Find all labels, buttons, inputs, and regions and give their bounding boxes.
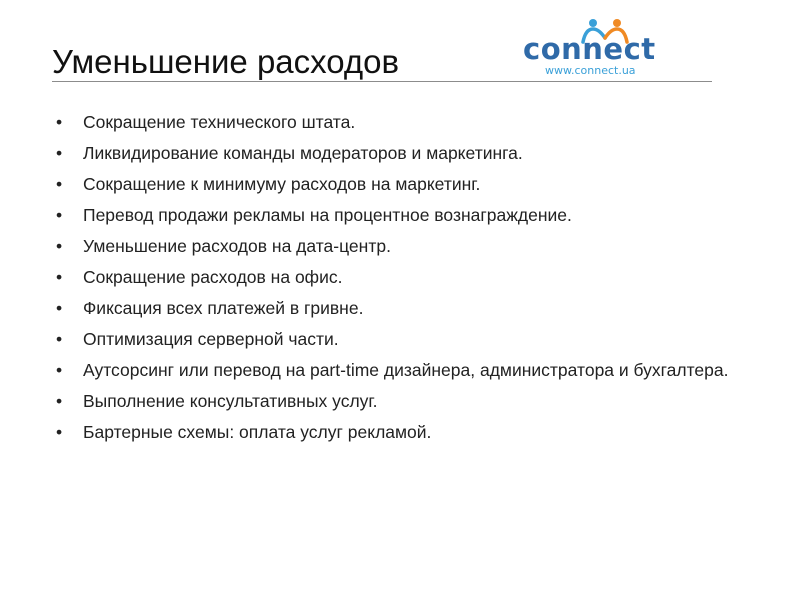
bullet-text: Ликвидирование команды модераторов и маркетинга.: [83, 143, 523, 163]
bullet-text: Выполнение консультативных услуг.: [83, 391, 378, 411]
bullet-text: Фиксация всех платежей в гривне.: [83, 298, 364, 318]
bullet-text: Аутсорсинг или перевод на part-time дизайнера, администратора и бухгалтера.: [83, 360, 729, 380]
bullet-item: [56, 391, 756, 412]
bullet-item: [56, 143, 756, 164]
slide-title: Уменьшение расходов: [52, 43, 400, 80]
bullet-list: [56, 112, 756, 453]
bullet-text: Перевод продажи рекламы на процентное вознаграждение.: [83, 205, 572, 225]
bullet-dot: •: [56, 143, 63, 163]
bullet-dot: •: [56, 360, 63, 380]
bullet-dot: •: [56, 329, 63, 349]
bullet-dot: •: [56, 205, 63, 225]
bullet-dot: •: [56, 391, 63, 411]
bullet-text: Сокращение к минимуму расходов на маркетинг.: [83, 174, 481, 194]
bullet-item: [56, 236, 756, 257]
bullet-dot: •: [56, 174, 63, 194]
bullet-item: [56, 360, 756, 381]
connect-logo: [523, 18, 663, 80]
bullet-text: Сокращение технического штата.: [83, 112, 356, 132]
bullet-dot: •: [56, 422, 63, 442]
bullet-text: Оптимизация серверной части.: [83, 329, 339, 349]
bullet-item: [56, 298, 756, 319]
bullet-text: Бартерные схемы: оплата услуг рекламой.: [83, 422, 432, 442]
title-divider: [52, 81, 712, 82]
bullet-dot: •: [56, 112, 63, 132]
bullet-item: [56, 112, 756, 133]
bullet-text: Сокращение расходов на офис.: [83, 267, 343, 287]
bullet-item: [56, 205, 756, 226]
bullet-item: [56, 422, 756, 443]
bullet-dot: •: [56, 267, 63, 287]
logo-wordmark: connect: [523, 32, 656, 66]
bullet-item: [56, 267, 756, 288]
bullet-text: Уменьшение расходов на дата-центр.: [83, 236, 391, 256]
bullet-item: [56, 174, 756, 195]
logo-url: www.connect.ua: [545, 64, 636, 77]
bullet-dot: •: [56, 298, 63, 318]
bullet-dot: •: [56, 236, 63, 256]
bullet-item: [56, 329, 756, 350]
